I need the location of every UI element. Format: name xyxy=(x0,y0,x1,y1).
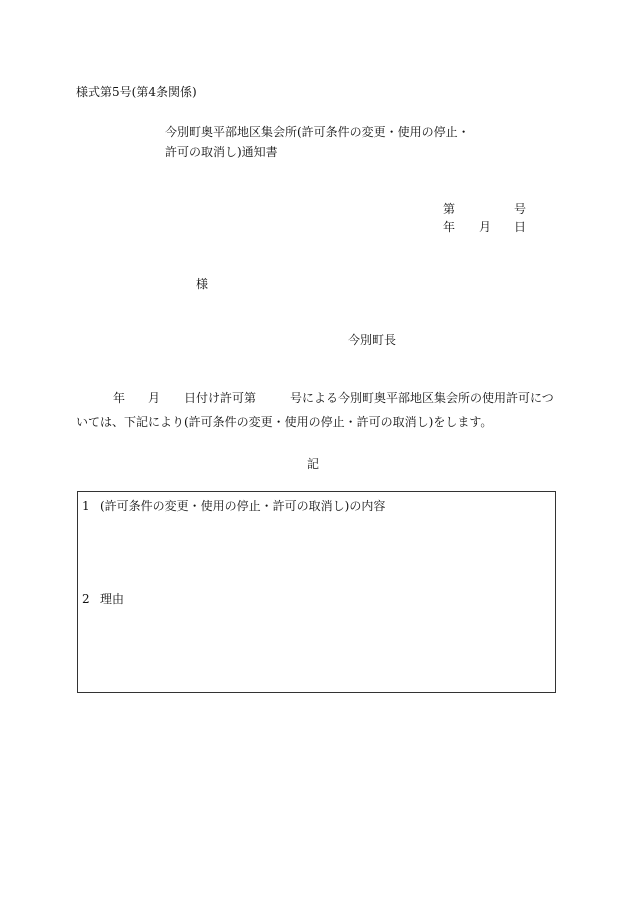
ki-heading: 記 xyxy=(307,457,320,471)
recipient-honorific: 様 xyxy=(196,277,209,291)
body-year: 年 xyxy=(113,391,126,405)
document-title-line2: 許可の取消し)通知書 xyxy=(165,145,278,159)
body-month: 月 xyxy=(148,391,161,405)
detail-item-number: 1 xyxy=(82,499,90,513)
document-title-line1: 今別町奥平部地区集会所(許可条件の変更・使用の停止・ xyxy=(165,125,470,139)
details-box xyxy=(77,491,556,693)
body-line2: いては、下記により(許可条件の変更・使用の停止・許可の取消し)をします。 xyxy=(76,415,493,429)
issue-date-day: 日 xyxy=(514,220,527,234)
body-line1-rest: 号による今別町奥平部地区集会所の使用許可につ xyxy=(290,391,554,405)
body-day-permit: 日付け許可第 xyxy=(184,391,257,405)
detail-item-label: (許可条件の変更・使用の停止・許可の取消し)の内容 xyxy=(100,499,386,513)
issue-date-month: 月 xyxy=(479,220,492,234)
detail-item-label: 理由 xyxy=(100,592,125,606)
issue-date-year: 年 xyxy=(443,220,456,234)
document-number-prefix: 第 xyxy=(443,202,456,216)
detail-item-number: 2 xyxy=(82,592,90,606)
form-number: 様式第5号(第4条関係) xyxy=(76,85,197,99)
document-number-suffix: 号 xyxy=(514,202,527,216)
issuer-name: 今別町長 xyxy=(348,333,397,347)
